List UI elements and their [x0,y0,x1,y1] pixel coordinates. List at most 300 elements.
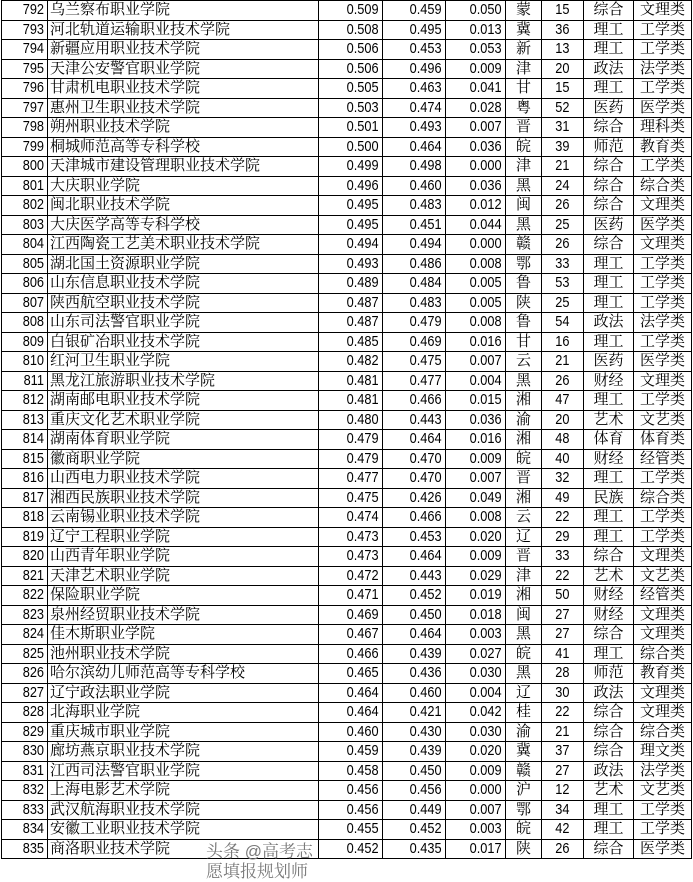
province-rank-cell [542,722,584,742]
province-rank-cell [542,352,584,372]
score-a-cell [383,235,446,255]
category-text: 体育类 [639,430,685,448]
score-a-text: 0.483 [410,293,442,311]
score-a-text: 0.449 [410,800,442,818]
province-rank-text: 50 [555,586,570,604]
category-cell [634,703,692,723]
rank-cell [2,176,48,196]
score-a-text: 0.439 [410,742,442,760]
score-a-text: 0.498 [410,157,442,175]
score-diff-cell [446,293,506,313]
province-text: 湘 [515,391,531,409]
category-text: 工学类 [639,157,685,175]
score-diff-text: 0.009 [470,59,502,77]
rank-text: 829 [22,722,44,740]
school-name-text: 江西陶瓷工艺美术职业技术学院 [50,235,261,253]
school-name-cell [48,196,319,216]
type-text: 财经 [593,371,624,389]
score-total-text: 0.481 [347,371,379,389]
score-a-text: 0.443 [410,410,442,428]
province-text: 黑 [515,215,531,233]
province-rank-text: 21 [555,352,570,370]
score-a-cell [383,196,446,216]
province-rank-cell [542,293,584,313]
score-diff-cell [446,488,506,508]
category-cell [634,59,692,79]
category-text: 教育类 [639,137,685,155]
rank-text: 831 [22,761,44,779]
score-a-cell [383,586,446,606]
school-name-cell [48,820,319,840]
province-text: 皖 [515,820,531,838]
score-total-cell [319,800,383,820]
school-name-cell [48,703,319,723]
type-cell [584,839,634,859]
province-rank-cell [542,274,584,294]
school-name-cell [48,176,319,196]
type-text: 综合 [593,625,624,643]
score-total-cell [319,59,383,79]
score-total-text: 0.452 [347,839,379,857]
rank-text: 800 [22,157,44,175]
province-rank-text: 47 [555,391,570,409]
school-name-cell [48,332,319,352]
table-row [2,59,692,79]
table-row [2,781,692,801]
score-a-cell [383,761,446,781]
rank-cell [2,20,48,40]
score-diff-cell [446,703,506,723]
rank-text: 832 [22,781,44,799]
school-name-text: 惠州卫生职业技术学院 [50,98,201,116]
category-cell [634,586,692,606]
province-rank-text: 54 [555,313,570,331]
table-row [2,664,692,684]
province-cell [506,176,542,196]
score-diff-cell [446,332,506,352]
type-text: 综合 [593,157,624,175]
score-diff-text: 0.007 [470,352,502,370]
score-diff-cell [446,410,506,430]
type-cell [584,352,634,372]
score-a-cell [383,254,446,274]
score-a-text: 0.486 [410,254,442,272]
rank-cell [2,683,48,703]
province-cell [506,644,542,664]
school-name-cell [48,430,319,450]
type-text: 政法 [593,59,624,77]
score-total-cell [319,391,383,411]
score-a-cell [383,371,446,391]
category-text: 医学类 [639,98,685,116]
score-a-cell [383,527,446,547]
score-a-text: 0.470 [410,449,442,467]
rank-cell [2,430,48,450]
score-total-cell [319,508,383,528]
score-total-cell [319,703,383,723]
rank-cell [2,605,48,625]
category-cell [634,800,692,820]
province-rank-text: 33 [555,547,570,565]
table-row [2,644,692,664]
table-row [2,254,692,274]
school-name-text: 乌兰察布职业学院 [50,1,171,19]
province-rank-cell [542,469,584,489]
score-a-text: 0.479 [410,313,442,331]
score-a-cell [383,313,446,333]
rank-text: 798 [22,118,44,136]
score-total-text: 0.460 [347,722,379,740]
province-text: 津 [515,59,531,77]
type-cell [584,605,634,625]
score-diff-text: 0.030 [470,664,502,682]
province-cell [506,469,542,489]
category-text: 工学类 [639,20,685,38]
score-total-text: 0.477 [347,469,379,487]
rank-cell [2,313,48,333]
school-name-cell [48,137,319,157]
school-name-cell [48,586,319,606]
school-name-text: 天津城市建设管理职业技术学院 [50,157,261,175]
province-text: 陕 [515,839,531,857]
province-rank-text: 53 [555,274,570,292]
score-a-cell [383,118,446,138]
score-total-cell [319,430,383,450]
school-name-cell [48,410,319,430]
type-cell [584,410,634,430]
score-total-text: 0.487 [347,293,379,311]
rank-cell [2,800,48,820]
province-text: 桂 [515,703,531,721]
score-a-text: 0.483 [410,196,442,214]
type-text: 艺术 [593,566,624,584]
score-total-cell [319,137,383,157]
province-rank-cell [542,137,584,157]
score-a-cell [383,508,446,528]
province-rank-cell [542,800,584,820]
type-text: 政法 [593,313,624,331]
score-a-cell [383,137,446,157]
score-diff-text: 0.016 [470,332,502,350]
score-diff-text: 0.015 [470,391,502,409]
rank-cell [2,722,48,742]
rank-text: 801 [22,176,44,194]
score-total-cell [319,488,383,508]
score-diff-cell [446,254,506,274]
rank-text: 803 [22,215,44,233]
score-diff-text: 0.019 [470,586,502,604]
province-cell [506,20,542,40]
category-cell [634,683,692,703]
type-text: 综合 [593,235,624,253]
type-text: 理工 [593,644,624,662]
score-a-text: 0.439 [410,644,442,662]
school-name-cell [48,488,319,508]
province-text: 冀 [515,20,531,38]
rank-cell [2,625,48,645]
score-total-text: 0.495 [347,215,379,233]
table-row [2,566,692,586]
score-total-text: 0.506 [347,59,379,77]
school-name-cell [48,742,319,762]
province-cell [506,391,542,411]
type-text: 政法 [593,761,624,779]
province-rank-text: 39 [555,137,570,155]
province-text: 闽 [515,196,531,214]
category-cell [634,449,692,469]
province-text: 津 [515,566,531,584]
score-diff-cell [446,839,506,859]
type-text: 综合 [593,839,624,857]
province-text: 赣 [515,761,531,779]
score-diff-cell [446,430,506,450]
province-cell [506,761,542,781]
type-text: 综合 [593,176,624,194]
school-name-cell [48,391,319,411]
score-total-text: 0.506 [347,40,379,58]
score-total-cell [319,20,383,40]
category-cell [634,313,692,333]
score-total-text: 0.473 [347,547,379,565]
province-cell [506,430,542,450]
category-text: 文理类 [639,625,685,643]
province-rank-text: 26 [555,196,570,214]
table-row [2,722,692,742]
province-cell [506,235,542,255]
type-cell [584,293,634,313]
rank-text: 807 [22,293,44,311]
province-rank-text: 15 [555,79,570,97]
province-cell [506,586,542,606]
province-rank-text: 37 [555,742,570,760]
score-total-cell [319,605,383,625]
score-total-text: 0.471 [347,586,379,604]
category-cell [634,839,692,859]
table-row [2,410,692,430]
province-rank-text: 29 [555,527,570,545]
category-cell [634,722,692,742]
score-a-text: 0.460 [410,176,442,194]
school-name-text: 佳木斯职业学院 [50,625,156,643]
province-rank-cell [542,547,584,567]
type-text: 医药 [593,352,624,370]
category-text: 工学类 [639,800,685,818]
category-text: 文理类 [639,235,685,253]
table-row [2,1,692,21]
type-cell [584,176,634,196]
score-a-cell [383,391,446,411]
rank-text: 825 [22,644,44,662]
rank-text: 835 [22,839,44,857]
table-row [2,547,692,567]
province-cell [506,118,542,138]
province-rank-cell [542,235,584,255]
score-total-cell [319,332,383,352]
province-rank-text: 33 [555,254,570,272]
province-rank-text: 25 [555,215,570,233]
table-row [2,839,692,859]
table-row [2,488,692,508]
province-text: 鲁 [515,274,531,292]
school-name-text: 辽宁政法职业学院 [50,683,171,701]
province-rank-text: 13 [555,40,570,58]
type-cell [584,547,634,567]
rank-cell [2,274,48,294]
score-a-text: 0.470 [410,469,442,487]
score-diff-cell [446,586,506,606]
school-name-text: 湖北国土资源职业学院 [50,254,201,272]
score-a-cell [383,742,446,762]
school-name-text: 泉州经贸职业技术学院 [50,605,201,623]
score-diff-cell [446,391,506,411]
rank-cell [2,293,48,313]
province-text: 甘 [515,332,531,350]
rank-cell [2,352,48,372]
province-rank-cell [542,586,584,606]
province-rank-text: 27 [555,625,570,643]
type-text: 综合 [593,722,624,740]
school-name-cell [48,547,319,567]
score-diff-text: 0.008 [470,508,502,526]
type-text: 财经 [593,605,624,623]
score-total-cell [319,118,383,138]
score-a-text: 0.464 [410,625,442,643]
school-name-text: 湖南体育职业学院 [50,430,171,448]
province-rank-text: 52 [555,98,570,116]
school-name-text: 天津公安警官职业学院 [50,59,201,77]
province-rank-text: 28 [555,664,570,682]
table-body [2,1,692,859]
score-diff-text: 0.018 [470,605,502,623]
score-total-text: 0.474 [347,508,379,526]
province-rank-cell [542,410,584,430]
rank-text: 817 [22,488,44,506]
score-total-cell [319,196,383,216]
province-cell [506,137,542,157]
score-diff-text: 0.004 [470,371,502,389]
category-text: 工学类 [639,332,685,350]
province-rank-text: 16 [555,332,570,350]
category-text: 医学类 [639,839,685,857]
table-row [2,742,692,762]
province-text: 黑 [515,176,531,194]
type-cell [584,40,634,60]
score-total-text: 0.465 [347,664,379,682]
score-a-cell [383,605,446,625]
type-text: 师范 [593,137,624,155]
province-cell [506,274,542,294]
rank-cell [2,547,48,567]
province-rank-text: 12 [555,781,570,799]
score-a-text: 0.453 [410,40,442,58]
province-rank-cell [542,1,584,21]
table-row [2,235,692,255]
type-text: 综合 [593,1,624,19]
school-name-cell [48,683,319,703]
category-text: 工学类 [639,508,685,526]
category-text: 工学类 [639,40,685,58]
category-text: 工学类 [639,254,685,272]
category-cell [634,1,692,21]
score-diff-text: 0.000 [470,781,502,799]
score-total-text: 0.459 [347,742,379,760]
type-text: 理工 [593,40,624,58]
score-diff-text: 0.017 [470,839,502,857]
table-row [2,508,692,528]
province-cell [506,371,542,391]
rank-text: 804 [22,235,44,253]
type-cell [584,469,634,489]
school-name-cell [48,664,319,684]
school-name-text: 湘西民族职业技术学院 [50,488,201,506]
score-total-text: 0.458 [347,761,379,779]
score-a-cell [383,625,446,645]
score-total-cell [319,742,383,762]
score-diff-text: 0.049 [470,488,502,506]
score-diff-cell [446,137,506,157]
score-diff-cell [446,215,506,235]
type-cell [584,157,634,177]
province-rank-cell [542,605,584,625]
province-rank-cell [542,644,584,664]
category-text: 工学类 [639,274,685,292]
score-diff-text: 0.050 [470,1,502,19]
score-diff-text: 0.041 [470,79,502,97]
score-diff-text: 0.036 [470,176,502,194]
province-text: 赣 [515,235,531,253]
province-cell [506,722,542,742]
province-rank-cell [542,488,584,508]
score-a-cell [383,176,446,196]
rank-cell [2,527,48,547]
score-a-text: 0.459 [410,1,442,19]
score-a-text: 0.450 [410,605,442,623]
table-row [2,703,692,723]
category-text: 文理类 [639,1,685,19]
type-text: 理工 [593,79,624,97]
province-text: 冀 [515,742,531,760]
score-total-text: 0.464 [347,683,379,701]
province-rank-cell [542,79,584,99]
type-text: 理工 [593,800,624,818]
type-cell [584,313,634,333]
table-row [2,196,692,216]
rank-text: 820 [22,547,44,565]
score-diff-cell [446,605,506,625]
category-cell [634,430,692,450]
score-total-text: 0.480 [347,410,379,428]
category-cell [634,527,692,547]
school-name-cell [48,98,319,118]
category-text: 文理类 [639,683,685,701]
school-name-cell [48,1,319,21]
school-name-cell [48,59,319,79]
type-cell [584,586,634,606]
rank-text: 827 [22,683,44,701]
category-text: 文理类 [639,703,685,721]
score-total-text: 0.472 [347,566,379,584]
score-a-cell [383,839,446,859]
score-diff-cell [446,527,506,547]
province-rank-text: 41 [555,644,570,662]
school-name-text: 上海电影艺术学院 [50,781,171,799]
province-cell [506,1,542,21]
score-total-cell [319,313,383,333]
school-name-cell [48,118,319,138]
province-text: 晋 [515,469,531,487]
ranking-table [1,0,692,859]
score-diff-cell [446,508,506,528]
